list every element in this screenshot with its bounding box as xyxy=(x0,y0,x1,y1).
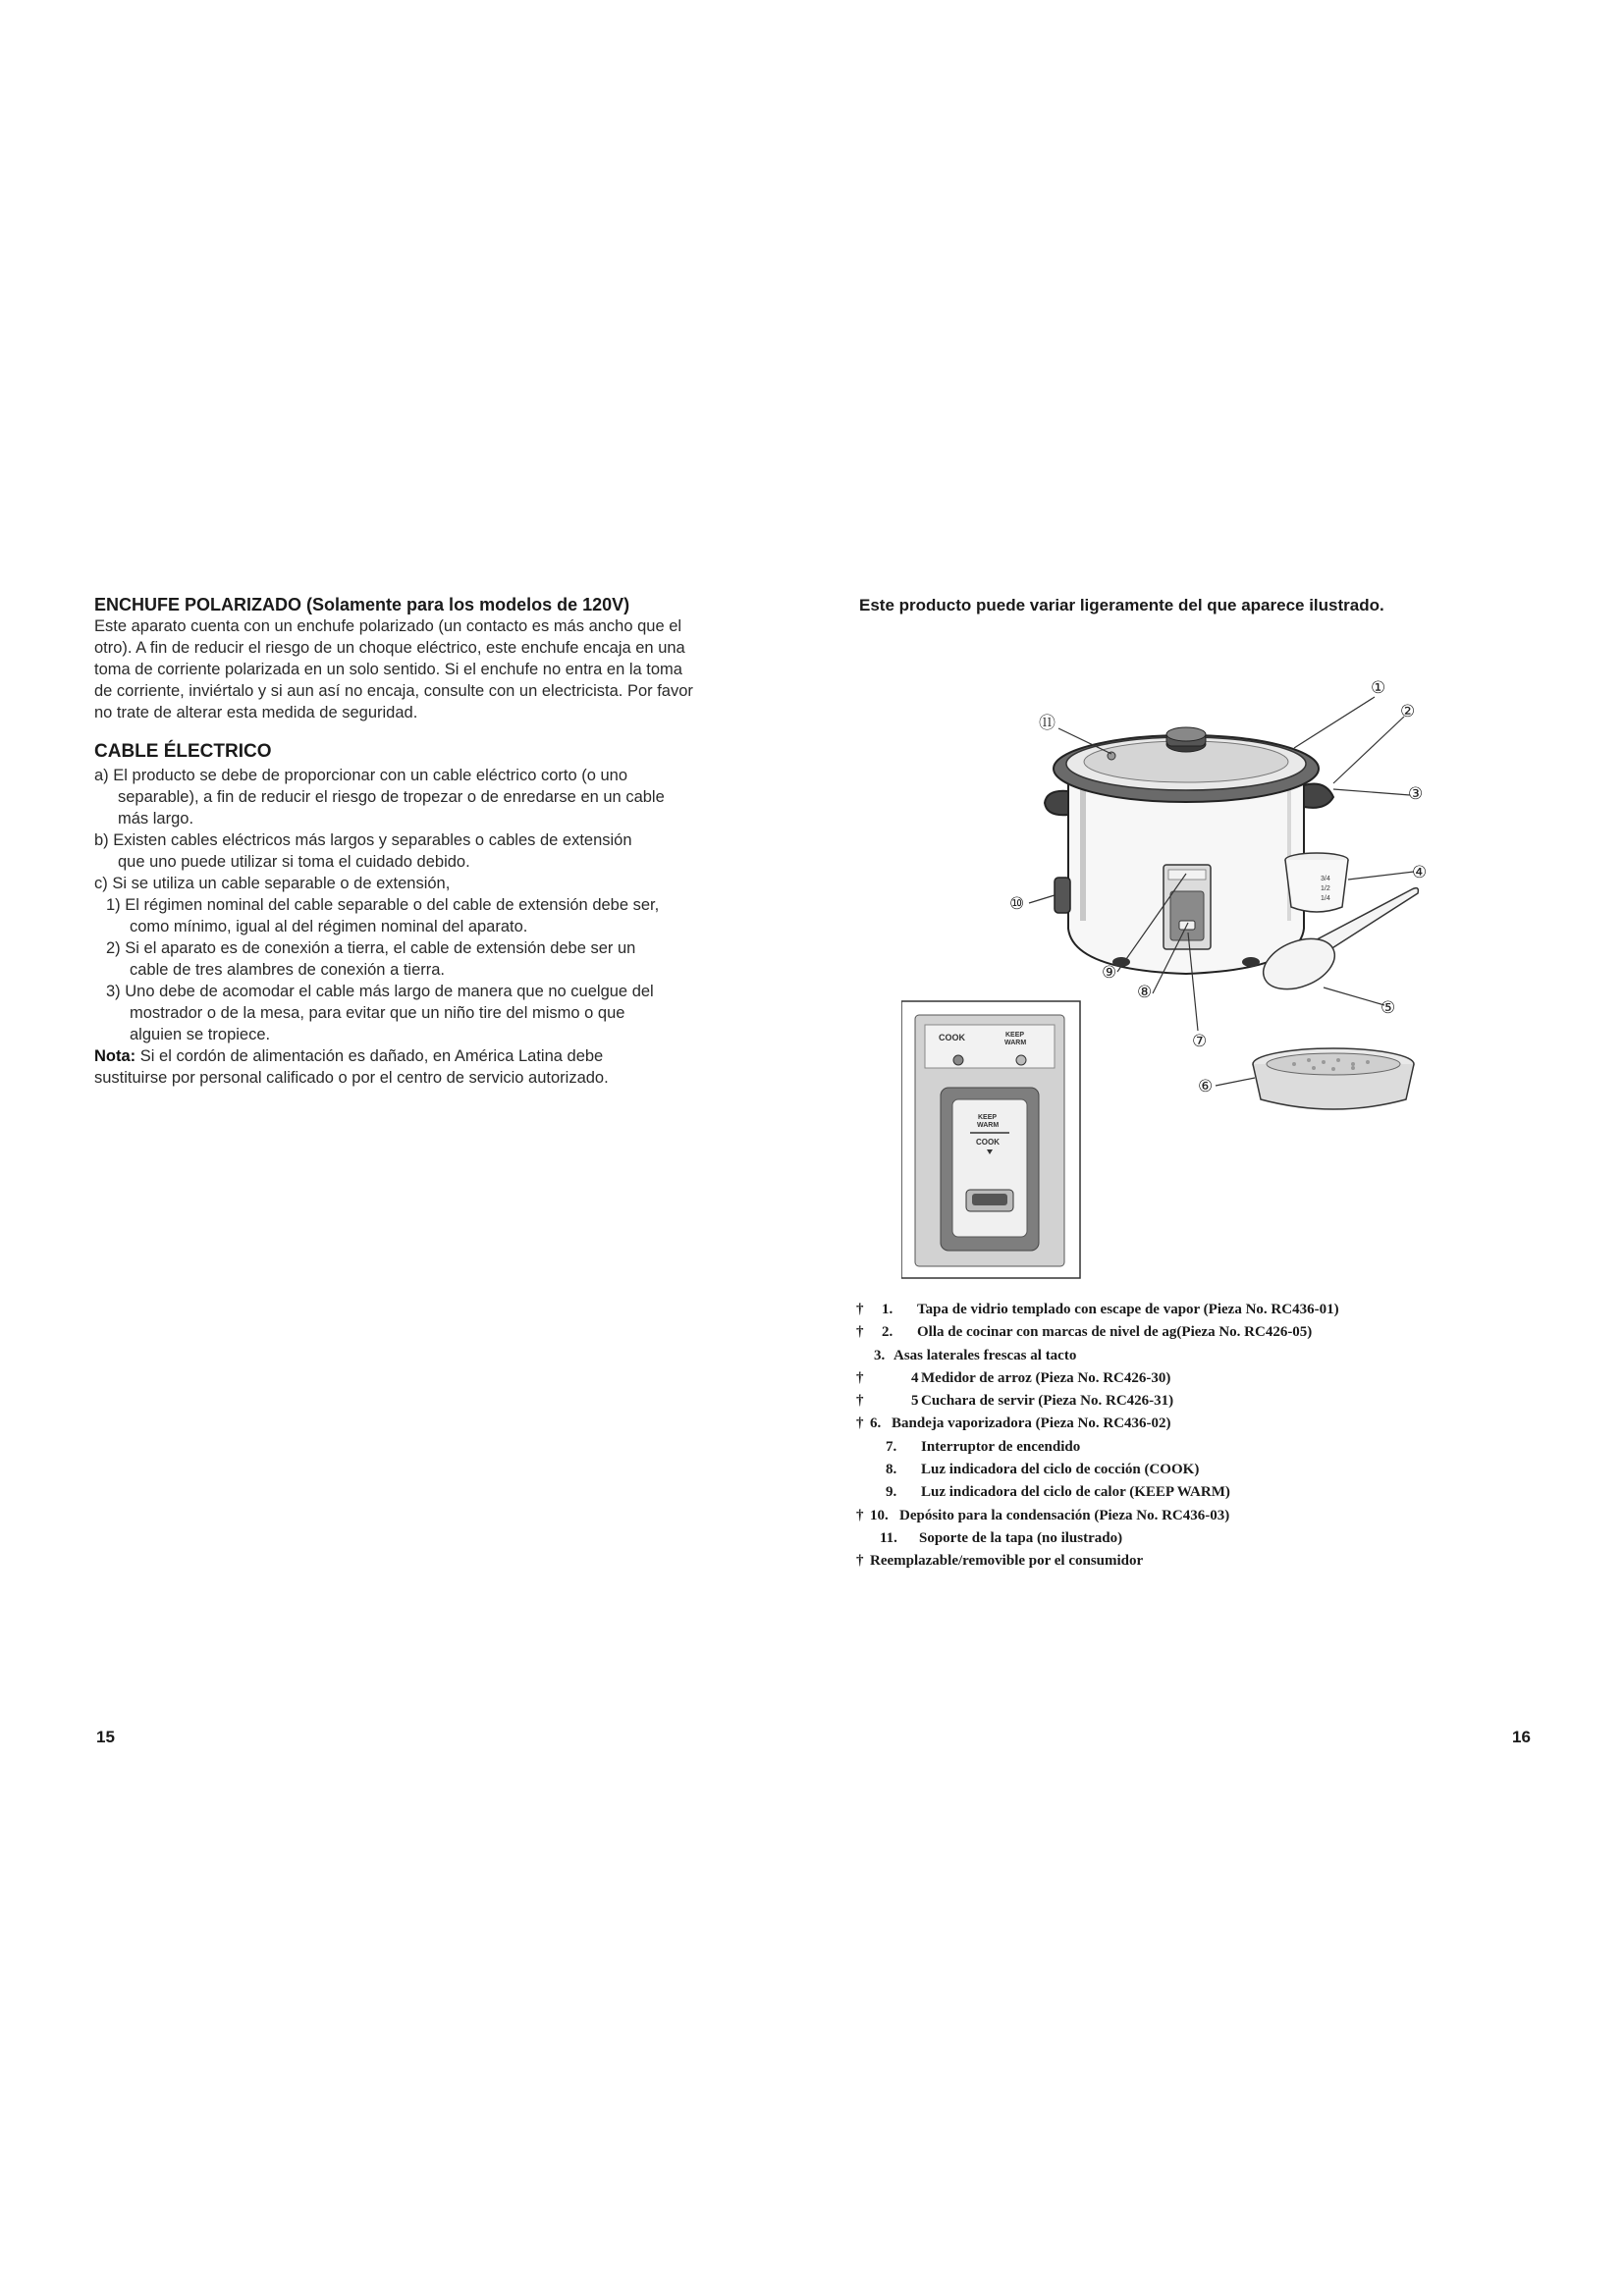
part-text: Olla de cocinar con marcas de nivel de ag(Pieza No. RC426-05) xyxy=(917,1324,1313,1341)
callout-11: ⑪ xyxy=(1039,714,1056,733)
part-number: 4 xyxy=(911,1369,919,1386)
part-text: Luz indicadora del ciclo de cocción (COOK) xyxy=(921,1462,1200,1478)
part-number: 2. xyxy=(882,1324,893,1341)
dagger: † xyxy=(856,1393,864,1410)
part-number: 6. xyxy=(870,1415,882,1432)
enchufe-subtitle: (Solamente para los modelos de 120V) xyxy=(306,595,630,614)
part-number: 10. xyxy=(870,1507,889,1523)
part-number: 11. xyxy=(880,1529,897,1546)
keep-label: KEEP xyxy=(978,1114,998,1121)
part-row xyxy=(856,1481,1465,1504)
list-item xyxy=(94,937,762,981)
enchufe-line: Este aparato cuenta con un enchufe polarizado (un contacto es más ancho que el xyxy=(94,617,682,635)
item-text: Si el aparato es de conexión a tierra, el cable de extensión debe ser un xyxy=(125,939,636,957)
item-text: separable), a fin de reducir el riesgo de tropezar o de enredarse en un cable xyxy=(118,788,665,806)
enchufe-line: no trate de alterar esta medida de seguridad. xyxy=(94,704,418,721)
part-row xyxy=(856,1345,1465,1367)
left-page xyxy=(94,594,762,1089)
list-item xyxy=(94,873,762,894)
cup-mark: 3/4 xyxy=(1321,876,1330,882)
part-text: Luz indicadora del ciclo de calor (KEEP WARM) xyxy=(921,1484,1230,1501)
nota-label: Nota: xyxy=(94,1047,136,1065)
item-text: alguien se tropiece. xyxy=(130,1026,271,1043)
callout-4: ④ xyxy=(1412,863,1428,882)
enchufe-line: de corriente, inviértalo y si aun así no encaja, consulte con un electricista. Por favor xyxy=(94,682,693,700)
list-item xyxy=(94,829,762,873)
part-text: Depósito para la condensación (Pieza No. RC436-03) xyxy=(899,1507,1230,1523)
steamer-tray-illustration xyxy=(1253,1048,1414,1109)
part-text: Cuchara de servir (Pieza No. RC426-31) xyxy=(921,1393,1174,1410)
part-text: Asas laterales frescas al tacto xyxy=(893,1347,1077,1363)
item-text: que uno puede utilizar si toma el cuidado debido. xyxy=(118,853,470,871)
item-text: mostrador o de la mesa, para evitar que un niño tire del mismo o que xyxy=(130,1004,625,1022)
part-number: 3. xyxy=(874,1347,886,1363)
part-row xyxy=(856,1299,1465,1321)
part-row xyxy=(856,1436,1465,1459)
item-label: 1) xyxy=(106,896,121,914)
list-item xyxy=(94,981,762,1045)
page-number-right: 16 xyxy=(1512,1728,1531,1746)
callout-5: ⑤ xyxy=(1380,998,1396,1018)
cup-mark: 1/2 xyxy=(1321,885,1330,892)
cook-label: COOK xyxy=(939,1033,965,1042)
callout-1: ① xyxy=(1371,678,1386,698)
part-text: Tapa de vidrio templado con escape de vapor (Pieza No. RC436-01) xyxy=(917,1302,1339,1317)
part-number: 9. xyxy=(886,1484,897,1501)
part-number: 1. xyxy=(882,1302,893,1317)
part-text: Medidor de arroz (Pieza No. RC426-30) xyxy=(921,1369,1171,1386)
part-text: Interruptor de encendido xyxy=(921,1438,1081,1455)
item-label: b) xyxy=(94,831,109,849)
measuring-cup-illustration xyxy=(1285,853,1348,912)
item-text: El producto se debe de proporcionar con un cable eléctrico corto (o uno xyxy=(113,767,628,784)
rice-cooker-figure xyxy=(901,675,1471,1284)
dagger: † xyxy=(856,1302,864,1317)
page-number-left: 15 xyxy=(96,1728,115,1746)
part-row xyxy=(856,1505,1465,1527)
item-text: Uno debe de acomodar el cable más largo de manera que no cuelgue del xyxy=(125,983,654,1000)
section-heading-cable: CABLE ÉLECTRICO xyxy=(94,741,272,762)
list-item xyxy=(94,894,762,937)
part-row xyxy=(856,1527,1465,1550)
section-heading-enchufe xyxy=(94,594,762,615)
keep-label-top: KEEP xyxy=(1005,1032,1025,1039)
item-text: cable de tres alambres de conexión a tierra. xyxy=(130,961,446,979)
enchufe-line: toma de corriente polarizada en un solo sentido. Si el enchufe no entra en la toma xyxy=(94,661,682,678)
cup-mark: 1/4 xyxy=(1321,895,1330,902)
callout-8: ⑧ xyxy=(1137,983,1153,1002)
item-label: 3) xyxy=(106,983,121,1000)
item-text: como mínimo, igual al del régimen nominal del aparato. xyxy=(130,918,528,935)
item-label: c) xyxy=(94,875,108,892)
figure-caption: Este producto puede variar ligeramente del que aparece ilustrado. xyxy=(859,596,1384,614)
dagger: † xyxy=(856,1553,864,1570)
parts-list xyxy=(856,1299,1465,1574)
dagger: † xyxy=(856,1507,864,1523)
part-row xyxy=(856,1390,1465,1413)
nota-text-cont: sustituirse por personal calificado o por el centro de servicio autorizado. xyxy=(94,1069,609,1087)
callout-3: ③ xyxy=(1408,784,1424,804)
warm-label: WARM xyxy=(977,1122,1000,1129)
part-row xyxy=(856,1367,1465,1390)
dagger: † xyxy=(856,1324,864,1341)
control-panel-inset xyxy=(901,1001,1080,1278)
list-item xyxy=(94,765,762,829)
part-text: Soporte de la tapa (no ilustrado) xyxy=(919,1529,1123,1546)
callout-7: ⑦ xyxy=(1192,1032,1208,1051)
item-text: Existen cables eléctricos más largos y separables o cables de extensión xyxy=(113,831,632,849)
part-number: 8. xyxy=(886,1462,897,1478)
enchufe-line: otro). A fin de reducir el riesgo de un choque eléctrico, este enchufe encaja en una xyxy=(94,639,685,657)
dagger: † xyxy=(856,1415,864,1432)
dagger: † xyxy=(856,1369,864,1386)
item-text: El régimen nominal del cable separable o del cable de extensión debe ser, xyxy=(125,896,660,914)
part-row xyxy=(856,1321,1465,1344)
item-label: a) xyxy=(94,767,109,784)
part-row xyxy=(856,1459,1465,1481)
nota-paragraph xyxy=(94,1045,762,1067)
item-label: 2) xyxy=(106,939,121,957)
part-text: Reemplazable/removible por el consumidor xyxy=(870,1553,1144,1570)
callout-2: ② xyxy=(1400,702,1416,721)
item-text: más largo. xyxy=(118,810,194,828)
item-text: Si se utiliza un cable separable o de extensión, xyxy=(112,875,451,892)
callout-6: ⑥ xyxy=(1198,1077,1214,1096)
callout-10: ⑩ xyxy=(1009,894,1025,914)
nota-text: Si el cordón de alimentación es dañado, en América Latina debe xyxy=(135,1047,604,1065)
part-number: 5 xyxy=(911,1393,919,1410)
part-number: 7. xyxy=(886,1438,897,1455)
part-row xyxy=(856,1413,1465,1435)
enchufe-title: ENCHUFE POLARIZADO xyxy=(94,595,301,614)
cook-label-switch: COOK xyxy=(976,1138,1000,1147)
warm-label-top: WARM xyxy=(1004,1040,1027,1046)
part-text: Bandeja vaporizadora (Pieza No. RC436-02) xyxy=(892,1415,1171,1432)
callout-9: ⑨ xyxy=(1102,963,1117,983)
part-row xyxy=(856,1550,1465,1573)
